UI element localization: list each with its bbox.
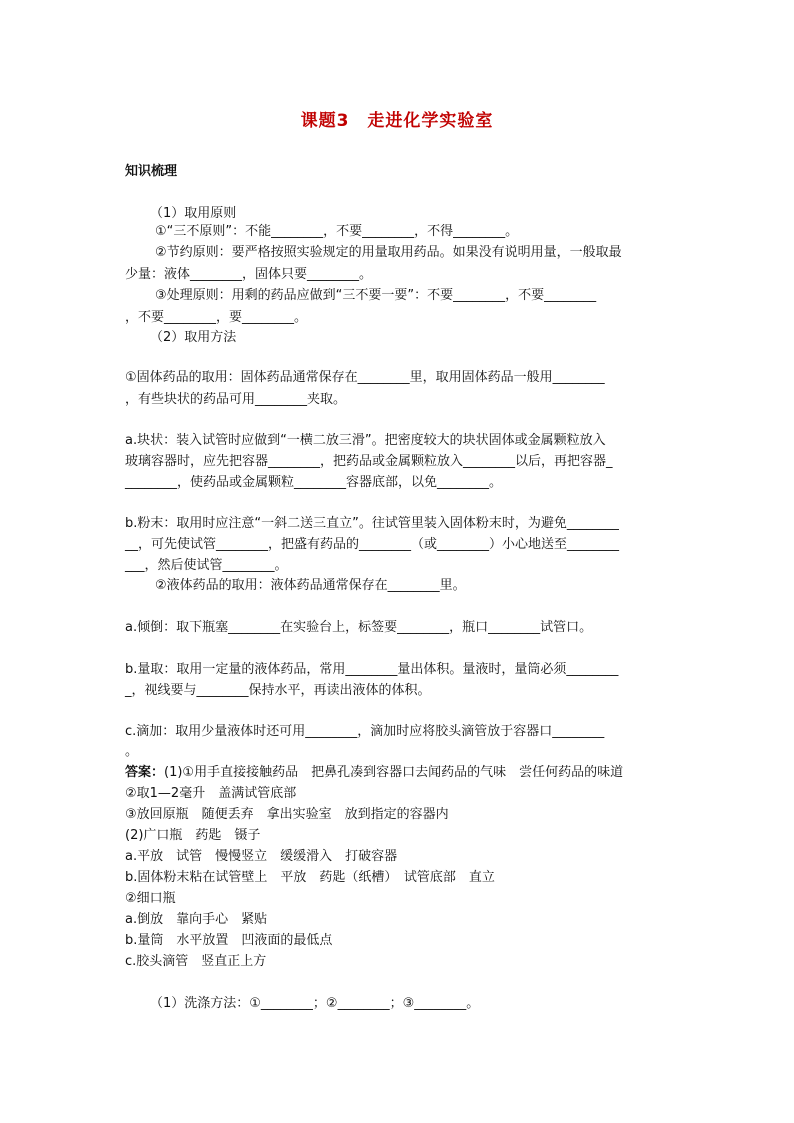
answer-line: a.倒放 靠向手心 紧贴 — [125, 912, 268, 927]
paragraph-line: a.块状：装入试管时应做到“一横二放三滑”。把密度较大的块状固体或金属颗粒放入 — [125, 433, 606, 448]
answer-line: ③放回原瓶 随便丢弃 拿出实验室 放到指定的容器内 — [125, 807, 449, 822]
paragraph-line: c.滴加：取用少量液体时还可用________，滴加时应将胶头滴管放于容器口________ — [125, 724, 605, 739]
paragraph-line: 少量：液体________，固体只要________。 — [125, 267, 373, 282]
page-title: 课题3 走进化学实验室 — [300, 111, 494, 131]
answer-line: a.平放 试管 慢慢竖立 缓缓滑入 打破容器 — [125, 849, 398, 864]
section-heading: 知识梳理 — [125, 164, 178, 179]
paragraph-line: 。 — [125, 744, 139, 759]
paragraph-line: ①固体药品的取用：固体药品通常保存在________里，取用固体药品一般用________ — [125, 370, 605, 385]
paragraph-line: b.量取：取用一定量的液体药品，常用________量出体积。量液时，量筒必须________ — [125, 662, 619, 677]
paragraph-line: （2）取用方法 — [150, 330, 237, 345]
answer-line: ②细口瓶 — [125, 891, 176, 906]
paragraph-line: ___，然后使试管________。 — [125, 558, 288, 573]
paragraph-line: __，可先使试管________，把盛有药品的________（或________）小心地送至________ — [125, 537, 620, 552]
paragraph-line: ②节约原则：要严格按照实验规定的用量取用药品。如果没有说明用量，一般取最 — [155, 245, 622, 260]
paragraph-line: a.倾倒：取下瓶塞________在实验台上，标签要________，瓶口________试管口。 — [125, 620, 593, 635]
paragraph-line: ②液体药品的取用：液体药品通常保存在________里。 — [155, 578, 466, 593]
paragraph-line: ，有些块状的药品可用________夹取。 — [125, 392, 347, 407]
answer-line: b.量筒 水平放置 凹液面的最低点 — [125, 933, 333, 948]
paragraph-line: ，不要________，要________。 — [125, 310, 308, 325]
answers-label: 答案： — [125, 765, 165, 780]
paragraph-line: （1）取用原则 — [150, 206, 237, 221]
paragraph-line: 玻璃容器时，应先把容器________，把药品或金属颗粒放入________以后，再把容器_ — [125, 454, 613, 469]
paragraph-line: b.粉末：取用时应注意“一斜二送三直立”。往试管里装入固体粉末时，为避免________ — [125, 516, 619, 531]
answer-line — [125, 763, 623, 783]
paragraph-line: （1）洗涤方法：①________；②________；③________。 — [150, 996, 480, 1011]
answer-text: (1)①用手直接接触药品 把鼻孔凑到容器口去闻药品的气味 尝任何药品的味道 — [164, 765, 624, 780]
answer-line: c.胶头滴管 竖直正上方 — [125, 954, 267, 969]
paragraph-line: ①“三不原则”：不能________，不要________，不得________。 — [155, 224, 519, 239]
answer-line: b.固体粉末粘在试管壁上 平放 药匙（纸槽） 试管底部 直立 — [125, 870, 495, 885]
paragraph-line: _，视线要与________保持水平，再读出液体的体积。 — [125, 683, 431, 698]
answer-line: (2)广口瓶 药匙 镊子 — [125, 828, 261, 843]
paragraph-line: ③处理原则：用剩的药品应做到“三不要一要”：不要________，不要________ — [155, 288, 597, 303]
answer-line: ②取1—2毫升 盖满试管底部 — [125, 786, 297, 801]
paragraph-line: ________，使药品或金属颗粒________容器底部，以免________。 — [125, 475, 503, 490]
